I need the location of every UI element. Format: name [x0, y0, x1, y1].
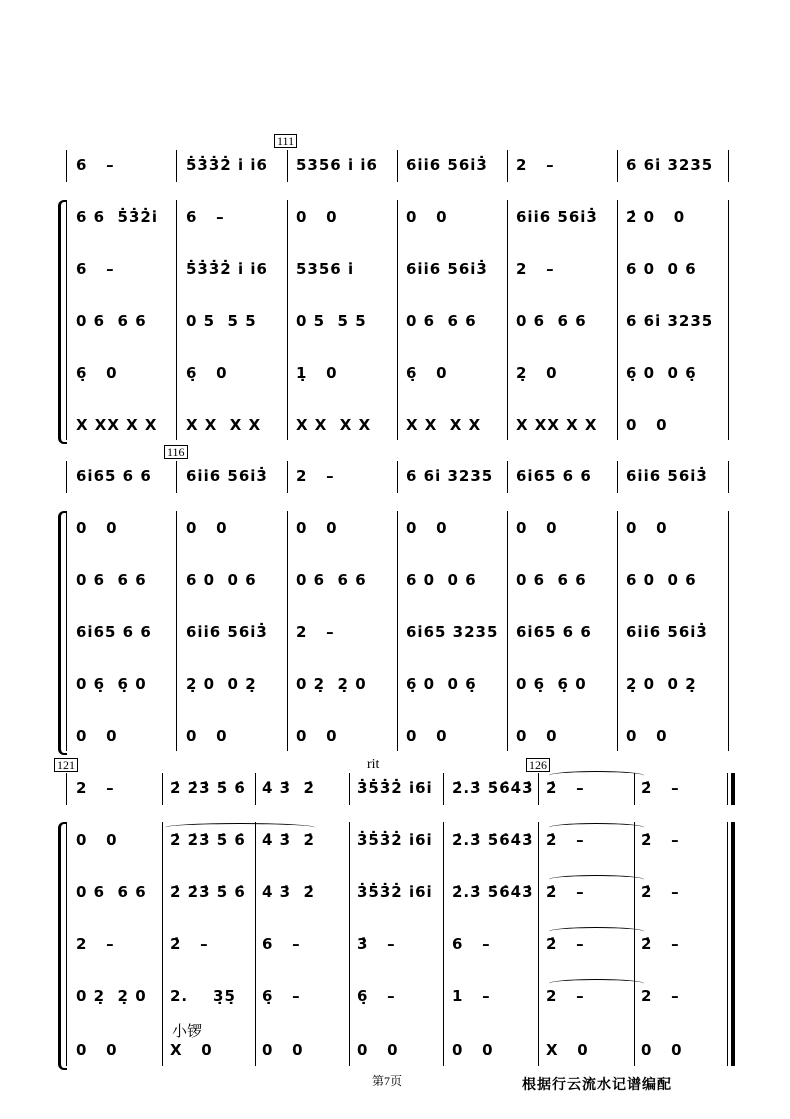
cell: 2. 3̣5̣	[170, 987, 236, 1005]
cell: 0 6 6 6	[406, 312, 477, 330]
cell: 0 0	[296, 519, 338, 537]
cell: 0 0	[626, 416, 668, 434]
cell: 2̣ 0 0 2̣	[186, 675, 257, 693]
rehearsal-mark: 121	[54, 758, 78, 772]
cell: 6̣ –	[357, 987, 396, 1005]
cell: 0 6 6 6	[296, 571, 367, 589]
cell: 4̇ 3̇ 2̇	[262, 831, 315, 849]
cell: 0 0	[516, 727, 558, 745]
cell: X 0	[170, 1041, 213, 1059]
cell: 6 0 0 6	[626, 571, 697, 589]
cell: 0 0	[76, 831, 118, 849]
cell: 6i̇65 6 6	[76, 467, 152, 485]
cell: 0 0	[406, 727, 448, 745]
instrument-annotation: 小锣	[172, 1024, 203, 1040]
cell: 6 0 0 6	[186, 571, 257, 589]
cell: 0 5 5 5	[186, 312, 257, 330]
cell: 0 0	[406, 208, 448, 226]
cell: 6i̇i̇6 56i̇3̇	[626, 623, 708, 641]
cell: X XX X X	[516, 416, 598, 434]
cell: 0 6̣ 6̣ 0	[516, 675, 587, 693]
cell: 5̇3̇3̇2̇ i̇ i̇6	[186, 260, 268, 278]
cell: 6 –	[262, 935, 301, 953]
cell: X 0	[546, 1041, 589, 1059]
cell: 2̇.3̇ 5̇6̇4̇3̇	[452, 883, 534, 901]
cell: 0 6 6 6	[76, 571, 147, 589]
cell: 0 6̣ 6̣ 0	[76, 675, 147, 693]
cell: 0 0	[452, 1041, 494, 1059]
cell: 0 0	[641, 1041, 683, 1059]
cell: X X X X	[406, 416, 482, 434]
cell: 2̇ 2̇3̇ 5̇ 6̇	[170, 831, 246, 849]
cell: 4̇ 3̇ 2̇	[262, 779, 315, 797]
cell: 6̣ 0	[76, 364, 118, 382]
cell: 0 0	[76, 519, 118, 537]
cell: 2̇ –	[641, 883, 680, 901]
cell: 0 2̣ 2̣ 0	[296, 675, 367, 693]
cell: 2̇ 2̇3̇ 5̇ 6̇	[170, 883, 246, 901]
cell: 6̣ 0 0 6̣	[626, 364, 697, 382]
cell: 0 0	[296, 208, 338, 226]
cell: 3̇ –	[357, 935, 396, 953]
cell: 6 6i̇ 3235	[626, 156, 714, 174]
cell: 6i̇65 6 6	[516, 623, 592, 641]
cell: 2̇ –	[170, 935, 209, 953]
cell: 6̣ 0 0 6̣	[406, 675, 477, 693]
cell: 6 0 0 6	[406, 571, 477, 589]
cell: 6 –	[452, 935, 491, 953]
cell: 0 6 6 6	[76, 883, 147, 901]
cell: 2̇ –	[546, 883, 585, 901]
cell: 6i̇65 6 6	[516, 467, 592, 485]
cell: 0 6 6 6	[76, 312, 147, 330]
cell: 6 6i̇ 3235	[406, 467, 494, 485]
cell: 0 0	[626, 727, 668, 745]
cell: 6 6 5̇3̇2̇i̇	[76, 208, 158, 226]
cell: X X X X	[186, 416, 262, 434]
cell: 6 6i̇ 3235	[626, 312, 714, 330]
cell: 2̇.3̇ 5̇6̇4̇3̇	[452, 831, 534, 849]
cell: 6i̇i̇6 56i̇3̇	[406, 156, 488, 174]
cell: 1 –	[452, 987, 491, 1005]
cell: 0 0	[262, 1041, 304, 1059]
cell: 2 –	[516, 260, 555, 278]
cell: X X X X	[296, 416, 372, 434]
cell: 6i̇i̇6 56i̇3̇	[186, 467, 268, 485]
cell: 6 –	[186, 208, 225, 226]
cell: 0 0	[296, 727, 338, 745]
cell: 5̇3̇3̇2̇ i̇ i̇6	[186, 156, 268, 174]
cell: 2 –	[546, 987, 585, 1005]
cell: 2̇ –	[546, 779, 585, 797]
cell: 2 –	[76, 935, 115, 953]
cell: 0 0	[76, 727, 118, 745]
cell: 0 0	[406, 519, 448, 537]
cell: 6 –	[76, 156, 115, 174]
tempo-marking: rit	[367, 757, 380, 772]
cell: 0 0	[626, 519, 668, 537]
cell: 0 0	[76, 1041, 118, 1059]
cell: 2 –	[296, 623, 335, 641]
cell: 3̇5̇3̇2̇ i̇6i̇	[357, 883, 433, 901]
cell: 6 –	[76, 260, 115, 278]
cell: 6̣ 0	[186, 364, 228, 382]
cell: 3̇5̇3̇2̇ i̇6i̇	[357, 831, 433, 849]
cell: 0 6 6 6	[516, 312, 587, 330]
cell: 6i̇65 3235	[406, 623, 499, 641]
cell: X XX X X	[76, 416, 158, 434]
cell: 2̇.3̇ 5̇6̇4̇3̇	[452, 779, 534, 797]
cell: 0 0	[357, 1041, 399, 1059]
cell: 0 6 6 6	[516, 571, 587, 589]
rehearsal-mark: 116	[164, 445, 188, 459]
cell: 6i̇i̇6 56i̇3̇	[186, 623, 268, 641]
cell: 5356 i̇	[296, 260, 355, 278]
cell: 5356 i̇ i̇6	[296, 156, 378, 174]
cell: 2̣ 0 0 2̣	[626, 675, 697, 693]
cell: 6i̇i̇6 56i̇3̇	[406, 260, 488, 278]
cell: 2 –	[76, 779, 115, 797]
cell: 0 0	[186, 727, 228, 745]
cell: 0 5 5 5	[296, 312, 367, 330]
rehearsal-mark: 111	[274, 134, 297, 148]
cell: 0 2̣ 2̣ 0	[76, 987, 147, 1005]
cell: 2̇ –	[641, 779, 680, 797]
arranger-credit: 根据行云流水记谱编配	[522, 1077, 672, 1093]
cell: 2̇ –	[546, 831, 585, 849]
cell: 0 0	[186, 519, 228, 537]
cell: 6i̇i̇6 56i̇3̇	[516, 208, 598, 226]
cell: 6̣ 0	[406, 364, 448, 382]
cell: 2̇ –	[546, 935, 585, 953]
cell: 6 0 0 6	[626, 260, 697, 278]
cell: 2 –	[516, 156, 555, 174]
cell: 0 0	[516, 519, 558, 537]
cell: 2̣ 0	[516, 364, 558, 382]
cell: 6i̇65 6 6	[76, 623, 152, 641]
cell: 1̣ 0	[296, 364, 338, 382]
cell: 4̇ 3̇ 2̇	[262, 883, 315, 901]
cell: 2̇ 2̇3̇ 5̇ 6̇	[170, 779, 246, 797]
cell: 2 –	[641, 987, 680, 1005]
cell: 3̇5̇3̇2̇ i̇6i̇	[357, 779, 433, 797]
cell: 2̇ –	[641, 831, 680, 849]
cell: 2̇ 0 0	[626, 208, 686, 226]
cell: 6̣ –	[262, 987, 301, 1005]
rehearsal-mark: 126	[526, 758, 550, 772]
page-number: 第7页	[372, 1074, 403, 1088]
cell: 6i̇i̇6 56i̇3̇	[626, 467, 708, 485]
cell: 2 –	[296, 467, 335, 485]
cell: 2̇ –	[641, 935, 680, 953]
